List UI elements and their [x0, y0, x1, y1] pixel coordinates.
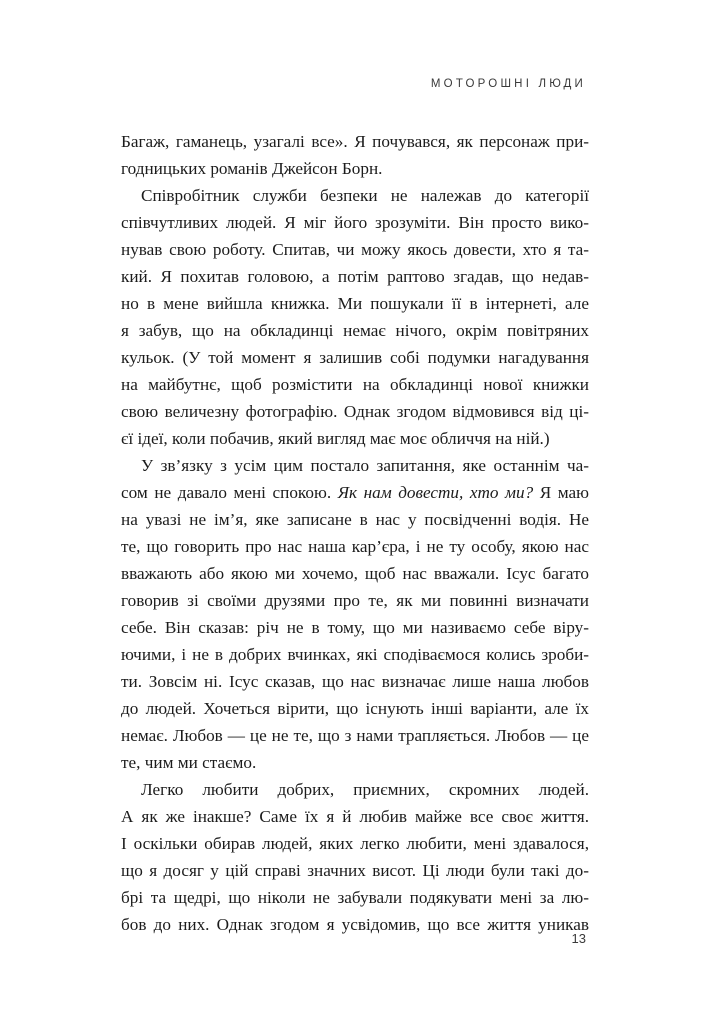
text-line: І оскільки обирав людей, яких легко любити, мені здавалося, [121, 834, 589, 853]
text-line: кий. Я похитав головою, а потім раптово згадав, що недав- [121, 267, 589, 286]
text-line: но в мене вийшла книжка. Ми пошукали її в інтернеті, але [121, 294, 589, 313]
text-line: на увазі не ім’я, яке записане в нас у посвідченні водія. Не [121, 510, 589, 529]
text-line: У зв’язку з усім цим постало запитання, яке останнім ча- [141, 456, 589, 475]
text-line: на майбутнє, щоб розмістити на обкладинці нової книжки [121, 375, 589, 394]
text-line: Багаж, гаманець, узагалі все». Я почувався, як персонаж при- [121, 132, 589, 151]
text-line: єї ідеї, коли побачив, який вигляд має моє обличчя на ній.) [121, 429, 550, 448]
text-line: бов до них. Однак згодом я усвідомив, що все життя уникав [121, 915, 589, 934]
text-line: говорив зі своїми друзями про те, як ми повинні визначати [121, 591, 589, 610]
running-header: МОТОРОШНІ ЛЮДИ [430, 78, 586, 90]
text-line: свою величезну фотографію. Однак згодом відмовився від ці- [121, 402, 589, 421]
text-line: вважають або якою ми хочемо, щоб нас вважали. Ісус багато [121, 564, 589, 583]
text-line: себе. Він сказав: річ не в тому, що ми називаємо себе віру- [121, 618, 589, 637]
text-line: я забув, що на обкладинці немає нічого, окрім повітряних [121, 321, 589, 340]
text-line: те, чим ми стаємо. [121, 753, 257, 772]
text-line: до людей. Хочеться вірити, що існують інші варіанти, але їх [121, 699, 589, 718]
text-line: годницьких романів Джейсон Борн. [121, 159, 383, 178]
text-line: немає. Любов — це не те, що з нами трапляється. Любов — це [121, 726, 589, 745]
text-line: А як же інакше? Саме їх я й любив майже все своє життя. [121, 807, 589, 826]
text-line: те, що говорить про нас наша кар’єра, і не ту особу, якою нас [121, 537, 589, 556]
text-line: кульок. (У той момент я залишив собі подумки нагадування [121, 348, 589, 367]
text-line: ючими, і не в добрих вчинках, які сподіваємося колись зроби- [121, 645, 589, 664]
text-line: що я досяг у цій справі значних висот. Ці люди були такі до- [121, 861, 589, 880]
text-line: Співробітник служби безпеки не належав до категорії [141, 186, 589, 205]
text-line: брі та щедрі, що ніколи не забували подякувати мені за лю- [121, 888, 589, 907]
text-line: Легко любити добрих, приємних, скромних людей. [141, 780, 589, 799]
text-segment: Я маю [539, 483, 590, 502]
text-segment: сом не давало мені спокою. [121, 483, 332, 502]
page-number: 13 [571, 931, 586, 946]
body-text [121, 128, 589, 938]
text-line: ти. Зовсім ні. Ісус сказав, що нас визначає лише наша любов [121, 672, 589, 691]
text-line-with-italic [121, 479, 589, 506]
italic-question: Як нам довести, хто ми? [337, 483, 534, 502]
text-line: співчутливих людей. Я міг його зрозуміти. Він просто вико- [121, 213, 589, 232]
text-line: нував свою роботу. Спитав, чи можу якось довести, хто я та- [121, 240, 589, 259]
